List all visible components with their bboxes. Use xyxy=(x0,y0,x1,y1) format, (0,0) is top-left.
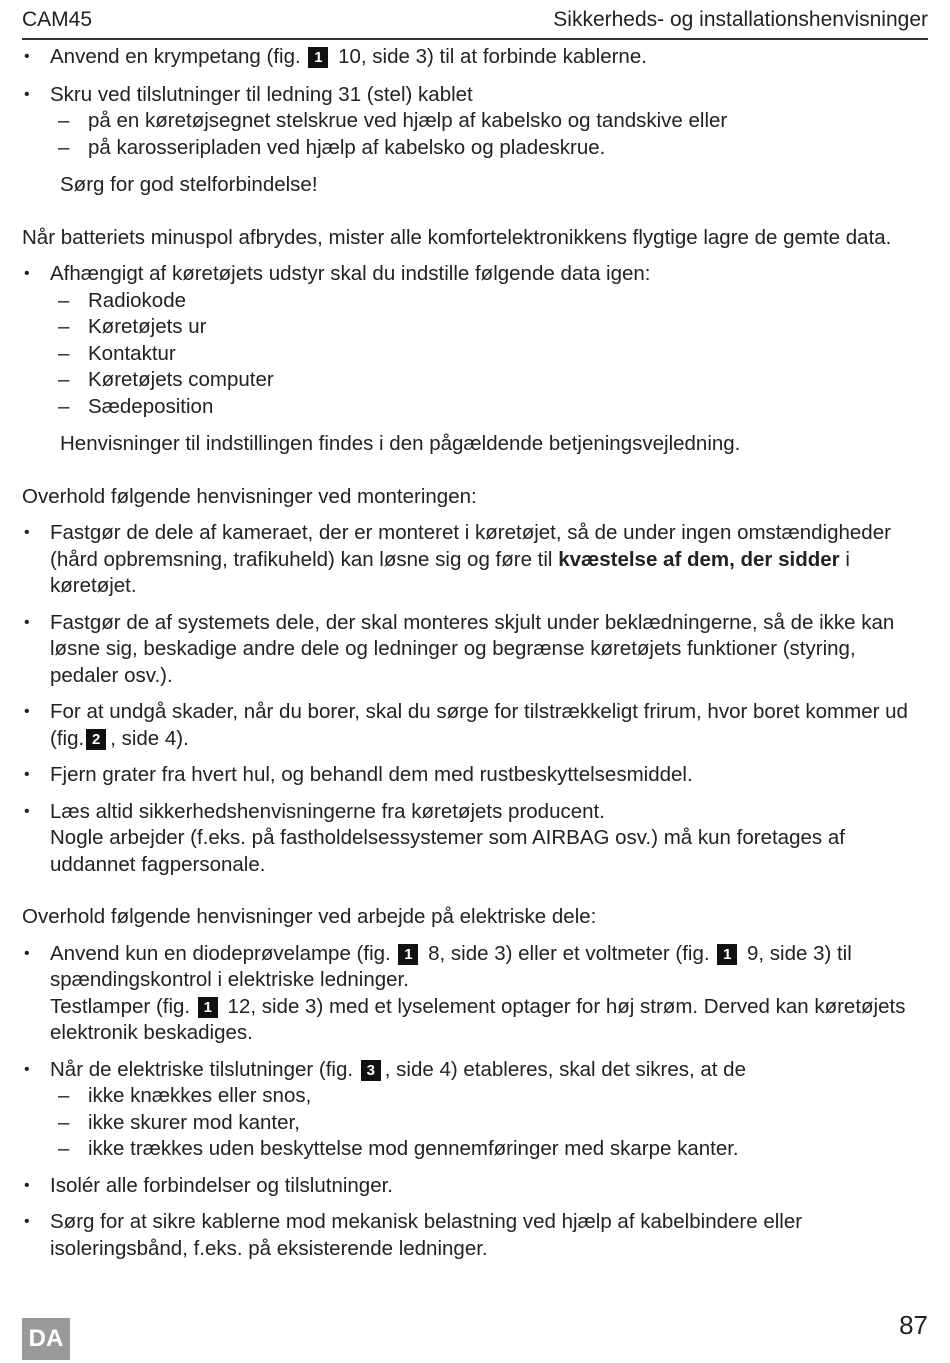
sub-list-item: – Køretøjets computer xyxy=(58,368,274,391)
emphasis-text: kvæstelse af dem, der sidder xyxy=(558,547,840,571)
note-text: Sørg for god stelforbindelse! xyxy=(60,173,318,196)
sub-list-item: – ikke knækkes eller snos, xyxy=(58,1084,312,1107)
bullet: • xyxy=(24,524,30,541)
sub-list-item: – Sædeposition xyxy=(58,394,214,418)
list-item: • Skru ved tilslutninger til ledning 31 (stel) kablet xyxy=(22,82,928,109)
list-item: • Anvend kun en diodeprøvelampe (fig. 1 8, side 3) eller et voltmeter (fig. 1 9, side 3) til spændingskontrol i elektriske ledninger. Testlamper (fig. 1 12, side 3) med et lyselement optager for høj strøm. Derved kan køretøjets elektronik beskadiges. xyxy=(24,941,906,1044)
bullet: • xyxy=(24,1176,30,1194)
figure-badge: 2 xyxy=(86,729,106,750)
sub-list-item: – Radiokode xyxy=(58,288,187,312)
header-divider xyxy=(22,38,928,40)
paragraph: Når batteriets minuspol afbrydes, mister alle komfortelektronikkens flygtige lagre de gemte data. xyxy=(22,225,892,249)
paragraph: Overhold følgende henvisninger ved monteringen: xyxy=(22,484,477,508)
bullet: • xyxy=(24,944,30,962)
figure-badge: 1 xyxy=(717,944,737,965)
header-product-name: CAM45 xyxy=(22,8,93,31)
list-item: • Fastgør de dele af kameraet, der er monteret i køretøjet, så de under ingen omstændigheder (hård opbremsning, trafikuheld) kan løsne sig og føre til kvæstelse af dem, der sidder i køretøjet. xyxy=(24,521,891,597)
list-item: • Læs altid sikkerhedshenvisningerne fra køretøjets producent. Nogle arbejder (f.eks. på fastholdelsessystemer som AIRBAG osv.) må kun foretages af uddannet fagpersonale. xyxy=(24,799,845,876)
sub-list-item: – ikke trækkes uden beskyttelse mod gennemføringer med skarpe kanter. xyxy=(58,1137,739,1160)
sub-list-item: – på karosseripladen ved hjælp af kabelsko og pladeskrue. xyxy=(58,135,606,159)
bullet: • xyxy=(24,613,30,631)
figure-badge: 1 xyxy=(198,997,218,1018)
list-item: • Når de elektriske tilslutninger (fig. 3 , side 4) etableres, skal det sikres, at de xyxy=(22,1057,928,1084)
list-item: • Sørg for at sikre kablerne mod mekanisk belastning ved hjælp af kabelbindere eller isoleringsbånd, f.eks. på eksisterende ledninger. xyxy=(24,1210,803,1260)
note-text: Henvisninger til indstillingen findes i den pågældende betjeningsvejledning. xyxy=(60,432,741,455)
bullet: • xyxy=(24,85,30,103)
sub-list-item: – ikke skurer mod kanter, xyxy=(58,1110,300,1134)
sub-list-item: – Køretøjets ur xyxy=(58,315,207,338)
language-badge: DA xyxy=(22,1318,70,1360)
figure-badge: 1 xyxy=(308,47,328,68)
bullet: • xyxy=(24,48,30,65)
page-number: 87 xyxy=(899,1310,928,1340)
list-item: • For at undgå skader, når du borer, skal du sørge for tilstrækkeligt frirum, hvor boret kommer ud (fig. 2 , side 4). xyxy=(24,700,908,750)
list-item: • Anvend en krympetang (fig. 1 10, side 3) til at forbinde kablerne. xyxy=(22,44,928,71)
list-item: • Afhængigt af køretøjets udstyr skal du indstille følgende data igen: xyxy=(22,261,928,288)
list-item: • Isolér alle forbindelser og tilslutninger. xyxy=(22,1173,928,1200)
bullet: • xyxy=(24,766,30,783)
sub-list-item: – Kontaktur xyxy=(58,341,176,365)
bullet: • xyxy=(24,265,30,282)
paragraph: Overhold følgende henvisninger ved arbejde på elektriske dele: xyxy=(22,905,597,928)
bullet: • xyxy=(24,703,30,720)
list-item: • Fastgør de af systemets dele, der skal monteres skjult under beklædningerne, så de ikke kan løsne sig, beskadige andre dele og ledninger og begrænse køretøjets funktioner (styring, pedaler osv.). xyxy=(24,610,895,687)
page-content xyxy=(22,44,928,1262)
sub-list-item: – på en køretøjsegnet stelskrue ved hjælp af kabelsko og tandskive eller xyxy=(58,109,728,132)
bullet: • xyxy=(24,1213,30,1230)
header-section-title: Sikkerheds- og installationshenvisninger xyxy=(553,8,928,31)
bullet: • xyxy=(24,802,30,820)
figure-badge: 1 xyxy=(398,944,418,965)
bullet: • xyxy=(24,1060,30,1078)
list-item: • Fjern grater fra hvert hul, og behandl dem med rustbeskyttelsesmiddel. xyxy=(22,762,928,789)
figure-badge: 3 xyxy=(361,1060,381,1081)
